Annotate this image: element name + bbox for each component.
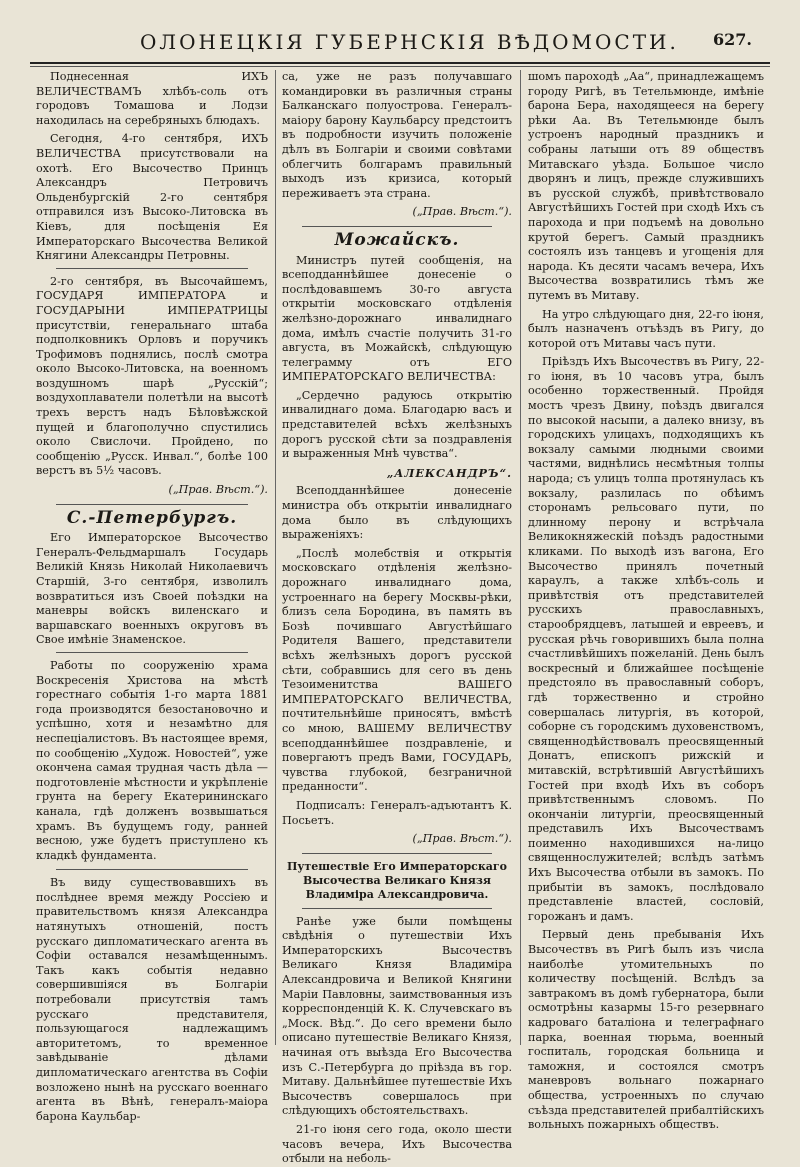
article-paragraph: Пріѣздъ Ихъ Высочествъ въ Ригу, 22-го іюня, въ 10 часовъ утра, былъ особенно торжественный. Пройдя мостъ чрезъ Двину, поѣздъ двигался по высокой насыпи, а далеко внизу, въ городскихъ улицахъ, подходящихъ къ вокзалу самыми людными своими частями, виднѣлись несмѣтныя толпы народа; съ улицъ толпа протянулась къ вокзалу, разлилась по обѣимъ сторонамъ рельсоваго пути, по длинному перону и встрѣчала Великокняжескій поѣздъ радостными кликами. По выходѣ изъ вагона, Его Высочество принялъ почетный караулъ, а также хлѣбъ-соль и привѣтствія отъ представителей русскихъ православныхъ, старообрядцевъ, латышей и евреевъ, и русская рѣчь говорившихъ была полна счастливѣйшихъ пожеланій. День былъ воскресный и ближайшее посѣщеніе предстояло въ православный соборъ, гдѣ торжественно и стройно совершалась литургія, въ которой, соборне съ городскимъ духовенствомъ, священнодѣйствовалъ преосвященный Донатъ, епископъ рижскій и митавскій, встрѣтившій Августѣйшихъ Гостей при входѣ Ихъ въ соборъ привѣтственнымъ словомъ. По окончаніи литургіи, преосвященный представилъ Ихъ Высочествамъ поименно находившихся на-лицо священнослужителей; вслѣдъ затѣмъ Ихъ Высочества отбыли въ замокъ. По прибытіи въ замокъ, послѣдовало представленіе властей, сословій, горожанъ и дамъ. — [528, 355, 764, 923]
article-paragraph: 21-го іюня сего года, около шести часовъ вечера, Ихъ Высочества отбыли на неболь- — [282, 1123, 512, 1166]
signature: „АЛЕКСАНДРЪ“. — [386, 465, 512, 480]
telegram-text: „Сердечно радуюсь открытію инвалиднаго дома. Благодарю васъ и представителей всѣхъ желѣзныхъ дорогъ русской сѣти за поздравленія и выраженныя Мнѣ чувства“. — [282, 388, 512, 461]
separator — [302, 853, 492, 854]
article-paragraph: Поднесенная ИХЪ ВЕЛИЧЕСТВАМЪ хлѣбъ-соль отъ городовъ Томашова и Лодзи находилась на серебряныхъ блюдахъ. — [36, 70, 268, 127]
separator — [56, 869, 248, 870]
article-paragraph: Министръ путей сообщенія, на всеподданнѣйшее донесеніе о послѣдовавшемъ 30-го августа открытіи московскаго отдѣленія желѣзно-дорожнаго инвалиднаго дома, имѣлъ счастіе получить 31-го августа, въ Можайскѣ, слѣдующую телеграмму отъ ЕГО ИМПЕРАТОРСКАГО ВЕЛИЧЕСТВА: — [282, 253, 512, 384]
source-credit: („Прав. Вѣст.“). — [412, 205, 512, 219]
article-paragraph: Первый день пребыванія Ихъ Высочествъ въ Ригѣ былъ изъ числа наиболѣе утомительныхъ по количеству посѣщеній. Вслѣдъ за завтракомъ въ домѣ губернатора, были осмотрѣны казармы 15-го резервнаго кадроваго баталіона и телеграфнаго парка, военная тюрьма, военный госпиталь, городская больница и таможня, и состоялся смотръ маневровъ вольнаго пожарнаго общества, устроенныхъ по случаю съѣзда представителей прибалтійскихъ вольныхъ пожарныхъ обществъ. — [528, 928, 764, 1132]
separator — [56, 268, 248, 269]
separator — [56, 652, 248, 653]
source-credit: („Прав. Вѣст.“). — [168, 483, 268, 497]
article-paragraph: 2-го сентября, въ Высочайшемъ, ГОСУДАРЯ ИМПЕРАТОРА и ГОСУДАРЫНИ ИМПЕРАТРИЦЫ присутствіи, генеральнаго штаба подполковникъ Орловъ и поручикъ Трофимовъ поднялись, послѣ смотра около Высоко-Литовска, на военномъ воздушномъ шарѣ „Русскій“; воздухоплаватели полетѣли на высотѣ трехъ верстъ надъ Бѣловѣжской пущей и благополучно спустились около Свислочи. Пройдено, по сообщенію „Русск. Инвал.“, болѣе 100 верстъ въ 5½ часовъ. — [36, 274, 268, 478]
report-text: „Послѣ молебствія и открытія московскаго отдѣленія желѣзно-дорожнаго инвалиднаго дома, устроеннаго на берегу Москвы-рѣки, близъ села Бородина, въ память въ Бозѣ почившаго Августѣйшаго Родителя Вашего, представители всѣхъ желѣзныхъ дорогъ русской сѣти, собравшись для сего въ день Тезоименитства ВАШЕГО ИМПЕРАТОРСКАГО ВЕЛИЧЕСТВА, почтительнѣйше приносятъ, вмѣстѣ со мною, ВАШЕМУ ВЕЛИЧЕСТВУ всеподданнѣйшее поздравленіе, и повергаютъ предъ Вами, ГОСУДАРЬ, чувства глубокой, безграничной преданности“. — [282, 546, 512, 794]
separator — [56, 504, 248, 505]
column-2 — [282, 70, 512, 1166]
section-heading: С.-Петербургъ. — [66, 507, 238, 528]
source-credit: („Прав. Вѣст.“). — [412, 832, 512, 846]
article-paragraph: са, уже не разъ получавшаго командировки въ различныя страны Балканскаго полуострова. Генералъ-маіору барону Каульбарсу предстоитъ въ подробности изучить положеніе дѣлъ въ Болгаріи и своими совѣтами облегчить болгарамъ правильный выходъ изъ кризиса, который переживаетъ эта страна. — [282, 70, 512, 200]
header-rule-thin — [30, 66, 770, 67]
article-paragraph: Его Императорское Высочество Генералъ-Фельдмаршалъ Государь Великій Князь Николай Николаевичъ Старшій, 3-го сентября, изволилъ возвратиться изъ Своей поѣздки на маневры войскъ виленскаго и варшавскаго военныхъ округовъ въ Свое имѣніе Знаменское. — [36, 531, 268, 647]
article-paragraph: Въ виду существовавшихъ въ послѣднее время между Россіею и правительствомъ князя Александра натянутыхъ отношеній, постъ русскаго дипломатическаго агента въ Софіи оставался незамѣщеннымъ. Такъ какъ событія недавно совершившіяся въ Болгаріи потребовали присутствія тамъ русскаго представителя, пользующагося надлежащимъ авторитетомъ, то временное завѣдываніе дѣлами дипломатическаго агентства въ Софіи возложено нынѣ на русскаго военнаго агента въ Вѣнѣ, генералъ-маіора барона Каульбар- — [36, 876, 268, 1123]
page-header — [30, 20, 770, 60]
column-divider — [520, 70, 521, 1045]
article-paragraph: На утро слѣдующаго дня, 22-го іюня, былъ назначенъ отъѣздъ въ Ригу, до которой отъ Митавы часъ пути. — [528, 307, 764, 350]
article-paragraph: Ранѣе уже были помѣщены свѣдѣнія о путешествіи Ихъ Императорскихъ Высочествъ Великаго Князя Владиміра Александровича и Великой Княгини Маріи Павловны, заимствованныя изъ корреспонденцій К. К. Случевскаго въ „Моск. Вѣд.“. До сего времени было описано путешествіе Великаго Князя, начиная отъ выѣзда Его Высочества изъ С.-Петербурга до пріѣзда въ гор. Митаву. Дальнѣйшее путешествіе Ихъ Высочествъ совершалось при слѣдующихъ обстоятельствахъ. — [282, 914, 512, 1118]
page-number: 627. — [713, 30, 752, 49]
separator — [302, 226, 492, 227]
article-paragraph: Сегодня, 4-го сентября, ИХЪ ВЕЛИЧЕСТВА присутствовали на охотѣ. Его Высочество Принцъ Александръ Петровичъ Ольденбургскій 2-го сентября отправился изъ Высоко-Литовска въ Кіевъ, для посѣщенія Ея Императорскаго Высочества Великой Княгини Александры Петровны. — [36, 132, 268, 263]
article-paragraph: шомъ пароходѣ „Аа“, принадлежащемъ городу Ригѣ, въ Тетельмюнде, имѣніе барона Бера, находящееся на берегу рѣки Аа. Въ Тетельмюнде былъ устроенъ народный праздникъ и собраны латыши отъ 89 обществъ Митавскаго уѣзда. Большое число дворянъ и лицъ, прежде служившихъ въ русской службѣ, привѣтствовало Августѣйшихъ Гостей при сходѣ Ихъ съ парохода и при подъемѣ на довольно крутой берегъ. Самый праздникъ состоялъ изъ танцевъ и угощенія для народа. Къ десяти часамъ вечера, Ихъ Высочества возвратились тѣмъ же путемъ въ Митаву. — [528, 70, 764, 302]
article-paragraph: Работы по сооруженію храма Воскресенія Христова на мѣстѣ горестнаго событія 1-го марта 1881 года производятся безостановочно и успѣшно, хотя и незамѣтно для неспеціалистовъ. Въ настоящее время, по сообщенію „Худож. Новостей“, уже окончена самая трудная часть дѣла — подготовленіе мѣстности и укрѣпленіе грунта на берегу Екатерининскаго канала, гдѣ долженъ возвышаться храмъ. Въ будущемъ году, ранней весною, уже будетъ приступлено къ кладкѣ фундамента. — [36, 658, 269, 862]
section-heading: Можайскъ. — [334, 229, 460, 250]
column-divider — [275, 70, 276, 1045]
masthead-title: ОЛОНЕЦКІЯ ГУБЕРНСКІЯ ВѢДОМОСТИ. — [140, 30, 679, 54]
signed-by: Подписалъ: Генералъ-адъютантъ К. Посьетъ. — [282, 798, 512, 827]
article-subheading: Путешествіе Его Императорскаго Высочества Великаго Князя Владиміра Александровича. — [286, 859, 508, 901]
separator — [302, 908, 492, 909]
column-3 — [528, 70, 764, 1132]
header-rule — [30, 62, 770, 64]
article-paragraph: Всеподданнѣйшее донесеніе министра объ открытіи инвалиднаго дома было въ слѣдующихъ выраженіяхъ: — [282, 484, 512, 542]
column-1 — [36, 70, 269, 1123]
